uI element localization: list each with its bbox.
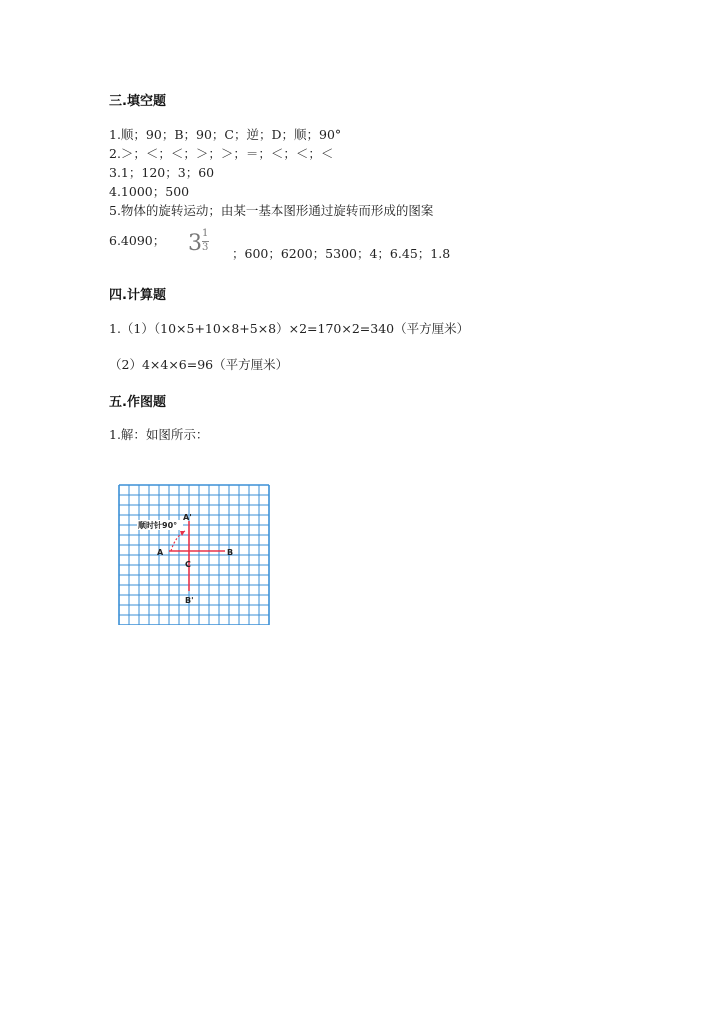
mixed-fraction (188, 228, 216, 258)
section-5-title: 五.作图题 (109, 395, 166, 410)
rotation-segments (169, 521, 225, 591)
answer-line: 4.1000；500 (109, 184, 190, 199)
fraction-whole: 3 (188, 231, 202, 256)
answer-line: 5.物体的旋转运动；由某一基本图形通过旋转而形成的图案 (109, 203, 434, 218)
answer-line-6-lead: 6.4090； (109, 233, 166, 248)
section-4-title: 四.计算题 (109, 288, 166, 303)
label-b-prime: B' (185, 596, 194, 605)
section-3-title: 三.填空题 (109, 94, 166, 109)
grid-lines (119, 485, 269, 625)
label-b: B (227, 548, 234, 557)
calc-line: （2）4×4×6=96（平方厘米） (109, 357, 289, 372)
drawing-line: 1.解：如图所示： (109, 427, 209, 442)
label-a: A (157, 548, 164, 557)
answer-line-6-tail: ；600；6200；5300；4；6.45；1.8 (232, 245, 451, 261)
answer-line: 3.1；120；3；60 (109, 165, 215, 180)
label-a-prime: A' (183, 513, 192, 522)
calc-line: 1.（1）（10×5+10×8+5×8）×2=170×2=340（平方厘米） (109, 321, 470, 336)
rotation-grid-figure (117, 483, 273, 625)
label-c: C (185, 560, 191, 569)
answer-line: 2.＞；＜；＜；＞；＞；＝；＜；＜；＜ (109, 146, 334, 161)
fraction-denominator: 3 (202, 242, 209, 253)
rotation-label: 顺时针90° (138, 521, 178, 530)
answer-line: 1.顺；90；B；90；C；逆；D；顺；90° (109, 127, 342, 142)
fraction-numerator: 1 (202, 228, 209, 239)
